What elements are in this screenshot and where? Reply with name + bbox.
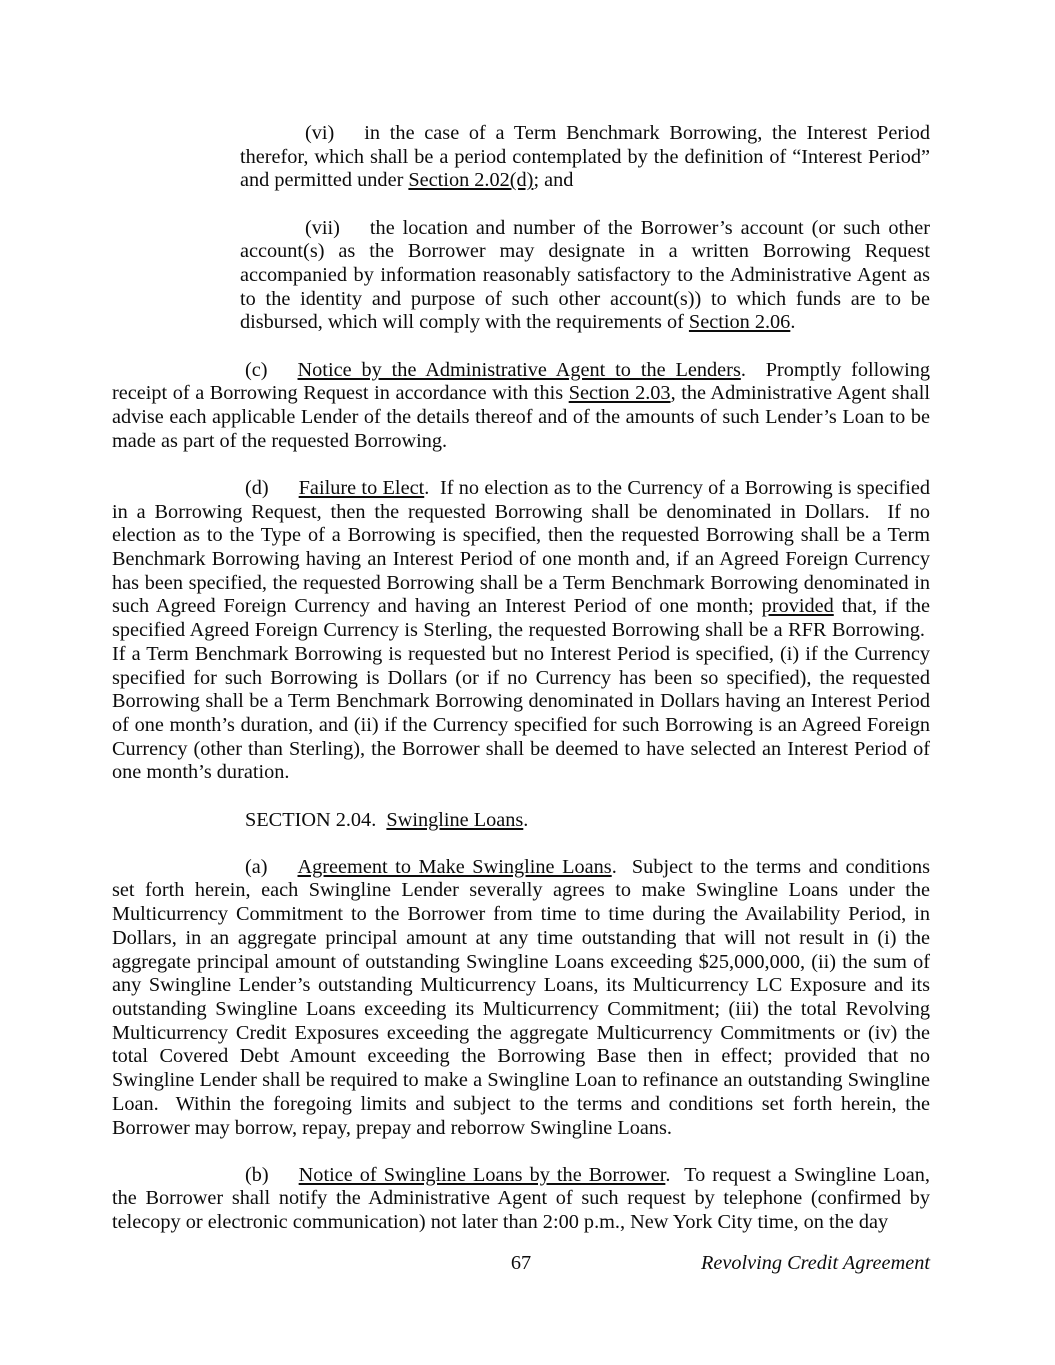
underlined-text: provided [761, 595, 834, 618]
page-number: 67 [510, 1252, 532, 1274]
section-2-04-heading [112, 809, 930, 833]
clause-vii [240, 217, 930, 336]
underlined-text: Notice of Swingline Loans by the Borrower [298, 1163, 666, 1186]
underlined-text: Agreement to Make Swingline Loans [297, 855, 612, 878]
list-marker: (c) [245, 358, 268, 381]
text-segment: . If no election as to the Currency of a Borrowing is specified in a Borrowing Request, then the requested Borrowing shall be denominated in Dollars. If no election as to the Type of a Borrowing is specified, then the requested Borrowing shall be a Term Benchmark Borrowing having an Interest Period of one month and, if an Agreed Foreign Currency has been specified, the requested Borrowing shall be a Term Benchmark Borrowing denominated in such Agreed Foreign Currency and having an Interest Period of one month; [112, 476, 930, 618]
list-marker: (d) [245, 476, 269, 499]
paragraph-c [112, 359, 930, 454]
paragraph-b [112, 1164, 930, 1235]
underlined-text: Failure to Elect [298, 476, 425, 499]
underlined-text: Notice by the Administrative Agent to the Lenders [297, 358, 741, 381]
text-segment: . Subject to the terms and conditions set forth herein, each Swingline Lender severally agrees to make Swingline Loans under the Multicurrency Commitment to the Borrower from time to time during the Availability Period, in Dollars, in an aggregate principal amount at any time outstanding that will not result in (i) the aggregate principal amount of outstanding Swingline Loans exceeding $25,000,000, (ii) the sum of any Swingline Lender’s outstanding Multicurrency Loans, its Multicurrency LC Exposure and its outstanding Swingline Loans exceeding its Multicurrency Commitment; (iii) the total Revolving Multicurrency Credit Exposures exceeding the aggregate Multicurrency Commitments or (iv) the total Covered Debt Amount exceeding the Borrowing Base then in effect; provided that no Swingline Lender shall be required to make a Swingline Loan to refinance an outstanding Swingline Loan. Within the foregoing limits and subject to the terms and conditions set forth herein, the Borrower may borrow, repay, prepay and reborrow Swingline Loans. [112, 855, 930, 1139]
text-segment: . [790, 311, 796, 334]
text-segment: the location and number of the Borrower’s account (or such other account(s) as the Borrower may designate in a written Borrowing Request accompanied by information reasonably satisfactory to the Administrative Agent as to the identity and purpose of such other account(s)) to which funds are to be disbursed, which will comply with the requirements of [240, 216, 930, 334]
document-content [112, 122, 930, 1258]
text-segment: . To request a Swingline Loan, the Borrower shall notify the Administrative Agent of such request by telephone (confirmed by telecopy or electronic communication) not later than 2:00 p.m., New York City time, on the day [112, 1163, 930, 1234]
list-marker: (vi) [305, 122, 335, 144]
clause-vi [240, 122, 930, 193]
underlined-text: Swingline Loans [386, 808, 524, 831]
list-marker: (vii) [305, 216, 340, 239]
text-segment: . Promptly following receipt of a Borrowing Request in accordance with this [112, 358, 930, 405]
text-segment: SECTION 2.04. [245, 808, 387, 831]
text-segment: , the Administrative Agent shall advise each applicable Lender of the details thereof and of the amounts of such Lender’s Loan to be made as part of the requested Borrowing. [112, 382, 930, 452]
list-marker: (a) [245, 855, 268, 878]
page-footer [112, 1251, 930, 1275]
text-segment: . [523, 808, 529, 831]
underlined-text: Section 2.06 [688, 311, 791, 334]
paragraph-d [112, 477, 930, 785]
paragraph-a [112, 856, 930, 1140]
text-segment: ; and [533, 169, 574, 192]
underlined-text: Section 2.03 [568, 382, 671, 405]
list-marker: (b) [245, 1163, 269, 1186]
underlined-text: Section 2.02(d) [408, 169, 534, 192]
text-segment: in the case of a Term Benchmark Borrowing, the Interest Period therefor, which shall be a period contemplated by the definition of “Interest Period” and permitted under [240, 122, 930, 192]
document-title-footer: Revolving Credit Agreement [700, 1252, 930, 1274]
text-segment: that, if the specified Agreed Foreign Currency is Sterling, the requested Borrowing shall be a RFR Borrowing. If a Term Benchmark Borrowing is requested but no Interest Period is specified, (i) if the Currency specified for such Borrowing is Dollars (or if no Currency has been so specified), the requested Borrowing shall be a Term Benchmark Borrowing denominated in Dollars having an Interest Period of one month’s duration, and (ii) if the Currency specified for such Borrowing is an Agreed Foreign Currency (other than Sterling), the Borrower shall be deemed to have selected an Interest Period of one month’s duration. [112, 595, 930, 784]
